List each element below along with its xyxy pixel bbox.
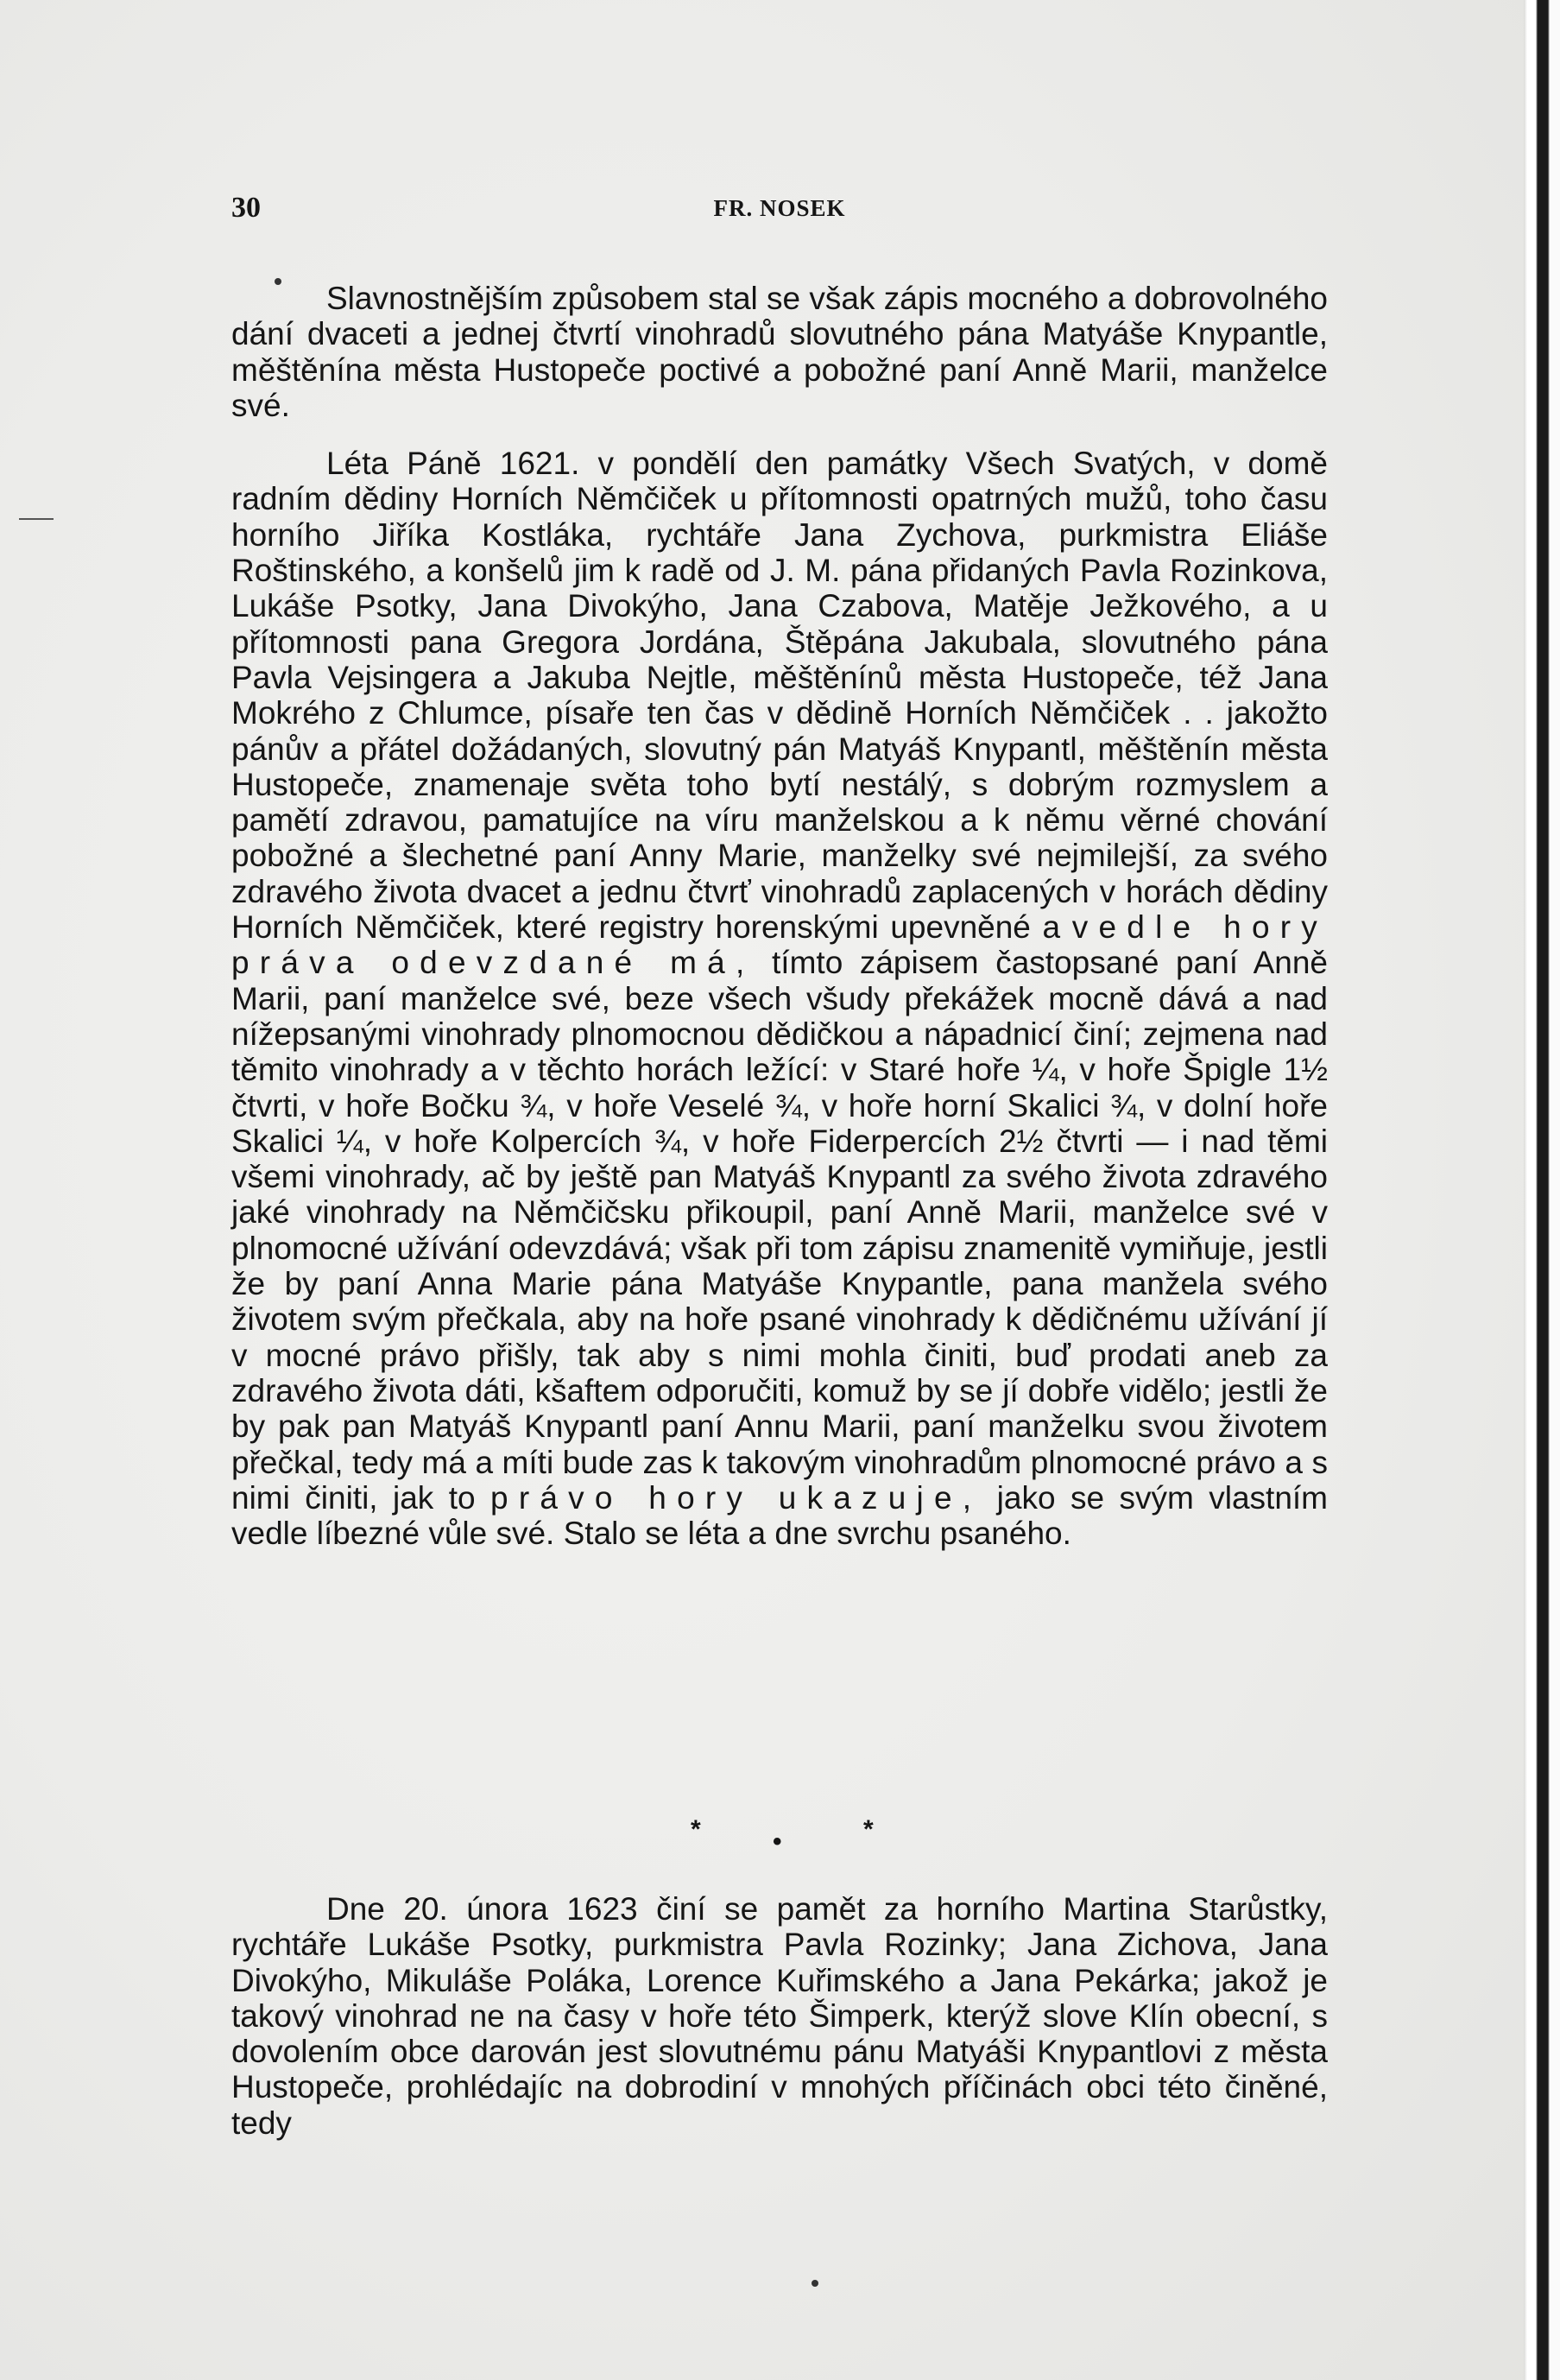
separator-dot-center: •: [773, 1827, 782, 1856]
speck-mark: [812, 2280, 818, 2287]
spaced-phrase-2: právo hory ukazuje,: [490, 1479, 982, 1516]
separator-star-right: *: [863, 1815, 874, 1844]
spaced-phrase-1: vedle hory práva odevzdané má,: [231, 909, 1328, 981]
running-head: FR. NOSEK: [713, 195, 846, 221]
scan-border: [1524, 0, 1560, 2380]
separator-star-left: *: [691, 1815, 701, 1844]
main-text-continued: [231, 1891, 1328, 2141]
paragraph-2-part-b: tímto zápisem častopsané paní Anně Marii, paní manželce své, beze všech všudy překážek mocně dává a nad nížepsanými vinohrady plnomocnou dědičkou a nápadnicí činí; zejmena nad těmito vinohrady a v těchto horách ležící: v Staré hoře ¼, v hoře Špigle 1½ čtvrti, v hoře Bočku ¾, v hoře Veselé ¾, v hoře horní Skalici ¾, v dolní hoře Skalici ¼, v hoře Kolpercích ¾, v hoře Fiderpercích 2½ čtvrti — i nad těmi všemi vinohrady, ač by ještě pan Matyáš Knypantl za svého života zdravého jaké vinohrady na Němčičsku přikoupil, paní Anně Marii, manželce své v plnomocné užívání odevzdává; však při tom zápisu znamenitě vymiňuje, jestli že by paní Anna Marie pána Matyáše Knypantle, pana manžela svého životem svým přečkala, aby na hoře psané vinohrady k dědičnému užívání jí v mocné právo přišly, tak aby s nimi mohla činiti, buď prodati aneb za zdravého života dáti, kšaftem odporučiti, komuž by se jí dobře vidělo; jestli že by pak pan Matyáš Knypantl paní Annu Marii, paní manželku svou životem přečkal, tedy má a míti bude zas k takovým vinohradům plnomocné právo a s nimi činiti, jak to: [231, 945, 1329, 1516]
paragraph-1: Slavnostnějším způsobem stal se však zápis mocného a dobrovolného dání dvaceti a jednej čtvrtí vinohradů slovutného pána Matyáše Knypantle, měštěnína města Hustopeče poctivé a pobožné paní Anně Marii, manželce své.: [231, 281, 1328, 423]
paragraph-2-part-c: jako se svým vlastním vedle líbezné vůle své. Stalo se léta a dne svrchu psaného.: [231, 1479, 1328, 1552]
main-text: [231, 281, 1328, 1551]
paragraph-3: Dne 20. února 1623 činí se pamět za horního Martina Starůstky, rychtáře Lukáše Psotky, purkmistra Pavla Rozinky; Jana Zichova, Jana Divokýho, Mikuláše Poláka, Lorence Kuřimského a Jana Pekárka; jakož je takový vinohrad ne na časy v hoře této Šimperk, kterýž slove Klín obecní, s dovolením obce darován jest slovutnému pánu Matyáši Knypantlovi z města Hustopeče, prohlédajíc na dobrodiní v mnohých příčinách obci této činěné, tedy: [231, 1891, 1328, 2141]
paragraph-2-part-a: Léta Páně 1621. v pondělí den památky Všech Svatých, v domě radním dědiny Horních Němčiček u přítomnosti opatrných mužů, toho času horního Jiříka Kostláka, rychtáře Jana Zychova, purkmistra Eliáše Roštinského, a konšelů jim k radě od J. M. pána přidaných Pavla Rozinkova, Lukáše Psotky, Jana Divokýho, Jana Czabova, Matěje Ježkového, a u přítomnosti pana Gregora Jordána, Štěpána Jakubala, slovutného pána Pavla Vejsingera a Jakuba Nejtle, měštěnínů města Hustopeče, též Jana Mokrého z Chlumce, písaře ten čas v dědině Horních Němčiček . . jakožto pánův a přátel dožádaných, slovutný pán Matyáš Knypantl, měštěnín města Hustopeče, znamenaje světa toho bytí nestálý, s dobrým rozmyslem a pamětí zdravou, pamatujíce na víru manželskou a k němu věrné chování pobožné a šlechetné paní Anny Marie, manželky své nejmilejší, za svého zdravého života dvacet a jednu čtvrť vinohradů zaplacených v horách dědiny Horních Němčiček, které registry horenskými upevněné a: [231, 446, 1328, 946]
section-separator: [673, 1815, 898, 1856]
page-number: 30: [231, 192, 261, 224]
margin-mark: [19, 518, 54, 520]
paragraph-2: [231, 446, 1328, 1551]
page-header: [231, 192, 1328, 235]
